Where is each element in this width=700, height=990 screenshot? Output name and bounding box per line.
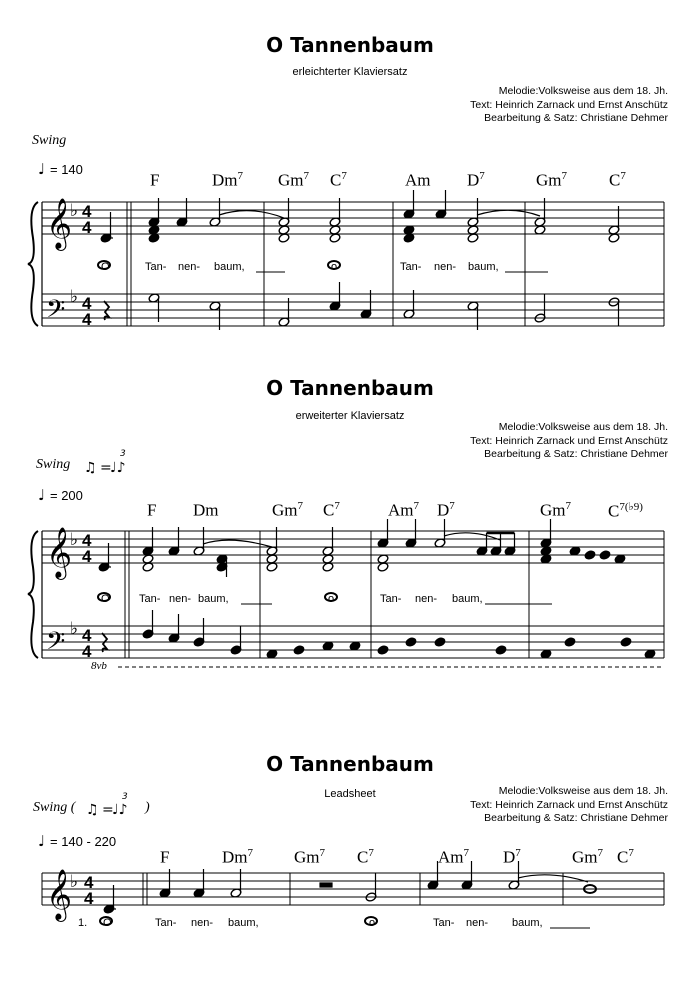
lyric-syllable: O bbox=[101, 593, 110, 605]
treble-clef-icon: 𝄞 bbox=[46, 198, 73, 249]
bass-clef-icon: 𝄢 bbox=[46, 627, 66, 662]
svg-text:♩♪: ♩♪ bbox=[112, 802, 128, 818]
chord-symbol: F bbox=[150, 170, 160, 190]
lyric-syllable: Tan- bbox=[145, 261, 167, 273]
section2-subtitle: erweiterter Klaviersatz bbox=[295, 410, 405, 422]
chord-symbol: Am bbox=[405, 170, 431, 190]
chord-symbol: $C^7$ bbox=[357, 847, 374, 867]
flat-key-signature-icon: ♭ bbox=[70, 201, 79, 221]
lyric-syllable: Tan- bbox=[155, 917, 177, 929]
section1-subtitle: erleichterter Klaviersatz bbox=[292, 66, 408, 78]
verse-number: 1. bbox=[78, 917, 88, 929]
octave-marking: 8vb bbox=[91, 660, 107, 672]
chord-symbol: Am$^7$ bbox=[438, 847, 469, 867]
lyric-syllable: nen- bbox=[169, 593, 192, 605]
credit-arrangement: Bearbeitung & Satz: Christiane Dehmer bbox=[484, 448, 668, 460]
chord-symbol: $C^{7(♭9)}$ bbox=[608, 501, 643, 521]
bass-staff bbox=[42, 294, 664, 326]
section1-title: O Tannenbaum bbox=[266, 33, 434, 57]
lyric-syllable: Tan- bbox=[433, 917, 455, 929]
section2-grand-staff bbox=[28, 531, 664, 667]
time-signature bbox=[82, 531, 92, 661]
credit-melody: Melodie:Volksweise aus dem 18. Jh. bbox=[498, 785, 668, 797]
treble-clef-icon: 𝄞 bbox=[46, 869, 73, 920]
section1-tempo: = 140 bbox=[50, 162, 83, 177]
svg-text:♫: ♫ bbox=[84, 460, 97, 476]
chord-symbol: Gm$^7$ bbox=[278, 170, 309, 190]
chord-symbol: $C^7$ bbox=[330, 170, 347, 190]
credit-melody: Melodie:Volksweise aus dem 18. Jh. bbox=[498, 85, 668, 97]
svg-text:4: 4 bbox=[82, 202, 92, 221]
section3-notes bbox=[100, 861, 596, 925]
swing-feel-notation bbox=[86, 792, 128, 818]
chord-symbol: Dm bbox=[193, 500, 219, 520]
svg-text:=: = bbox=[102, 802, 114, 818]
lyric-syllable: baum, bbox=[512, 917, 543, 929]
lyric-syllable: nen- bbox=[415, 593, 438, 605]
chord-symbol: F bbox=[147, 500, 157, 520]
chord-symbol: Gm$^7$ bbox=[536, 170, 567, 190]
svg-text:4: 4 bbox=[82, 294, 92, 313]
svg-text:4: 4 bbox=[84, 889, 94, 908]
bass-clef-icon: 𝄢 bbox=[46, 295, 66, 330]
lyric-syllable: nen- bbox=[466, 917, 489, 929]
credit-melody: Melodie:Volksweise aus dem 18. Jh. bbox=[498, 421, 668, 433]
chord-symbol: Dm$^7$ bbox=[222, 847, 253, 867]
section2-title: O Tannenbaum bbox=[266, 376, 434, 400]
svg-text:3: 3 bbox=[120, 449, 126, 459]
chord-symbol: Gm$^7$ bbox=[294, 847, 325, 867]
lyric-syllable: O bbox=[103, 917, 112, 929]
lyric-syllable: nen- bbox=[191, 917, 214, 929]
lyric-syllable: Tan- bbox=[380, 593, 402, 605]
section3-style: Swing ( bbox=[33, 800, 76, 815]
section3-style-close: ) bbox=[145, 800, 150, 815]
section2-style: Swing bbox=[36, 457, 71, 472]
lyric-syllable: baum, bbox=[468, 261, 499, 273]
lyric-syllable: baum, bbox=[452, 593, 483, 605]
credit-text: Text: Heinrich Zarnack und Ernst Anschütz bbox=[470, 434, 668, 447]
section2-notes bbox=[98, 519, 656, 659]
time-signature bbox=[84, 873, 94, 908]
svg-text:4: 4 bbox=[82, 547, 92, 566]
chord-symbol: $D^7$ bbox=[503, 847, 521, 867]
chord-symbol: $D^7$ bbox=[437, 500, 455, 520]
lyric-syllable: baum, bbox=[228, 917, 259, 929]
lyric-syllable: O bbox=[101, 261, 110, 273]
svg-text:4: 4 bbox=[84, 873, 94, 892]
svg-text:4: 4 bbox=[82, 626, 92, 645]
lyric-syllable: Tan- bbox=[139, 593, 161, 605]
chord-symbol: Am$^7$ bbox=[388, 500, 419, 520]
flat-key-signature-icon: ♭ bbox=[70, 872, 79, 892]
lyric-syllable: nen- bbox=[434, 261, 457, 273]
credit-text: Text: Heinrich Zarnack und Ernst Anschütz bbox=[470, 798, 668, 811]
svg-text:♫: ♫ bbox=[86, 802, 99, 818]
swing-feel-notation bbox=[84, 449, 126, 476]
credit-arrangement: Bearbeitung & Satz: Christiane Dehmer bbox=[484, 112, 668, 124]
svg-text:3: 3 bbox=[122, 792, 128, 802]
section2-tempo: = 200 bbox=[50, 488, 83, 503]
lyric-syllable: nen- bbox=[178, 261, 201, 273]
section3-title: O Tannenbaum bbox=[266, 752, 434, 776]
credit-arrangement: Bearbeitung & Satz: Christiane Dehmer bbox=[484, 812, 668, 824]
lyric-syllable: o bbox=[369, 917, 376, 929]
credit-text: Text: Heinrich Zarnack und Ernst Anschütz bbox=[470, 98, 668, 111]
lyric-syllable: o bbox=[331, 261, 338, 273]
svg-text:4: 4 bbox=[82, 642, 92, 661]
chord-symbol: Gm$^7$ bbox=[572, 847, 603, 867]
lyric-syllable: baum, bbox=[214, 261, 245, 273]
quarter-note-icon: ♩ bbox=[38, 486, 46, 504]
section3-tempo: = 140 - 220 bbox=[50, 834, 117, 849]
quarter-note-icon: ♩ bbox=[38, 832, 46, 850]
brace bbox=[28, 202, 38, 326]
chord-symbol: Gm$^7$ bbox=[540, 500, 571, 520]
svg-text:♩♪: ♩♪ bbox=[110, 460, 126, 476]
svg-text:=: = bbox=[100, 460, 112, 476]
svg-text:4: 4 bbox=[82, 218, 92, 237]
section1-notes bbox=[98, 190, 620, 330]
flat-key-signature-icon: ♭ bbox=[70, 287, 79, 307]
half-rest bbox=[320, 883, 332, 887]
treble-staff bbox=[42, 202, 664, 234]
treble-clef-icon: 𝄞 bbox=[46, 527, 73, 578]
chord-symbol: F bbox=[160, 847, 170, 867]
section1-grand-staff bbox=[28, 202, 664, 326]
flat-key-signature-icon: ♭ bbox=[70, 530, 79, 550]
svg-text:4: 4 bbox=[82, 531, 92, 550]
barlines bbox=[127, 202, 664, 326]
quarter-note-icon: ♩ bbox=[38, 160, 46, 178]
chord-symbol: $C^7$ bbox=[617, 847, 634, 867]
lyric-syllable: Tan- bbox=[400, 261, 422, 273]
section1-style: Swing bbox=[32, 133, 67, 148]
chord-symbol: Gm$^7$ bbox=[272, 500, 303, 520]
chord-symbol: $D^7$ bbox=[467, 170, 485, 190]
chord-symbol: $C^7$ bbox=[323, 500, 340, 520]
lyric-syllable: o bbox=[328, 593, 335, 605]
time-signature bbox=[82, 202, 92, 329]
flat-key-signature-icon: ♭ bbox=[70, 619, 79, 639]
chord-symbol: $C^7$ bbox=[609, 170, 626, 190]
chord-symbol: Dm$^7$ bbox=[212, 170, 243, 190]
lyric-syllable: baum, bbox=[198, 593, 229, 605]
section3-subtitle: Leadsheet bbox=[324, 788, 376, 800]
svg-text:4: 4 bbox=[82, 310, 92, 329]
